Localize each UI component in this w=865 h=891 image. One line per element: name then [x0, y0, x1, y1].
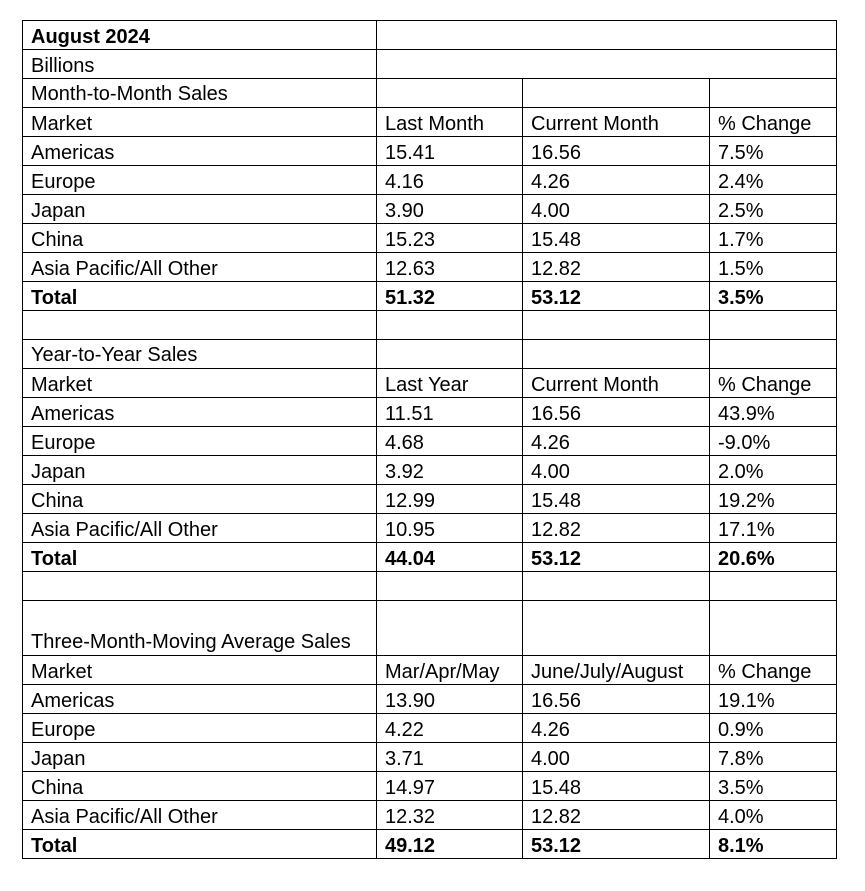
cell-market: China — [23, 772, 377, 801]
empty-cell — [523, 572, 710, 601]
cell-previous: 3.71 — [377, 743, 523, 772]
cell-market: Japan — [23, 743, 377, 772]
column-header-market: Market — [23, 656, 377, 685]
units-label: Billions — [23, 50, 377, 79]
empty-cell — [377, 340, 523, 369]
empty-cell — [523, 340, 710, 369]
cell-market: Japan — [23, 195, 377, 224]
table-row — [23, 772, 837, 801]
total-market: Total — [23, 282, 377, 311]
total-previous: 51.32 — [377, 282, 523, 311]
cell-market: Americas — [23, 137, 377, 166]
cell-previous: 4.16 — [377, 166, 523, 195]
empty-cell — [710, 572, 837, 601]
empty-cell — [523, 311, 710, 340]
table-row — [23, 253, 837, 282]
cell-market: Americas — [23, 685, 377, 714]
cell-current: 15.48 — [523, 772, 710, 801]
total-current: 53.12 — [523, 830, 710, 859]
column-header-row — [23, 108, 837, 137]
cell-change: 19.2% — [710, 485, 837, 514]
empty-cell — [377, 311, 523, 340]
cell-previous: 11.51 — [377, 398, 523, 427]
cell-previous: 3.90 — [377, 195, 523, 224]
empty-cell — [377, 572, 523, 601]
cell-change: 4.0% — [710, 801, 837, 830]
cell-market: Europe — [23, 166, 377, 195]
column-header-row — [23, 656, 837, 685]
table-row — [23, 685, 837, 714]
total-current: 53.12 — [523, 282, 710, 311]
section-heading-row — [23, 601, 837, 656]
cell-current: 4.26 — [523, 166, 710, 195]
cell-previous: 4.68 — [377, 427, 523, 456]
cell-previous: 3.92 — [377, 456, 523, 485]
cell-current: 4.00 — [523, 195, 710, 224]
cell-current: 15.48 — [523, 485, 710, 514]
report-title: August 2024 — [23, 21, 377, 50]
cell-market: Asia Pacific/All Other — [23, 514, 377, 543]
total-change: 8.1% — [710, 830, 837, 859]
sales-table — [22, 20, 837, 859]
cell-current: 16.56 — [523, 398, 710, 427]
empty-cell — [377, 601, 523, 656]
table-row — [23, 166, 837, 195]
cell-previous: 15.23 — [377, 224, 523, 253]
column-header-current: Current Month — [523, 369, 710, 398]
section-heading: Three-Month-Moving Average Sales — [23, 601, 377, 656]
cell-current: 4.26 — [523, 714, 710, 743]
cell-previous: 14.97 — [377, 772, 523, 801]
column-header-change: % Change — [710, 369, 837, 398]
section-heading: Month-to-Month Sales — [23, 79, 377, 108]
cell-previous: 12.63 — [377, 253, 523, 282]
units-row — [23, 50, 837, 79]
title-row — [23, 21, 837, 50]
spacer-row — [23, 311, 837, 340]
cell-market: Asia Pacific/All Other — [23, 253, 377, 282]
spacer-row — [23, 572, 837, 601]
cell-change: 0.9% — [710, 714, 837, 743]
table-row — [23, 456, 837, 485]
cell-change: 43.9% — [710, 398, 837, 427]
table-row — [23, 427, 837, 456]
cell-change: 2.4% — [710, 166, 837, 195]
empty-cell — [710, 601, 837, 656]
cell-change: 17.1% — [710, 514, 837, 543]
empty-cell — [377, 50, 837, 79]
total-change: 3.5% — [710, 282, 837, 311]
cell-previous: 10.95 — [377, 514, 523, 543]
table-row — [23, 485, 837, 514]
cell-previous: 12.32 — [377, 801, 523, 830]
empty-cell — [523, 79, 710, 108]
section-heading-row — [23, 79, 837, 108]
empty-cell — [710, 340, 837, 369]
empty-cell — [523, 601, 710, 656]
cell-change: 1.5% — [710, 253, 837, 282]
total-previous: 49.12 — [377, 830, 523, 859]
column-header-previous: Last Month — [377, 108, 523, 137]
empty-cell — [710, 79, 837, 108]
cell-previous: 4.22 — [377, 714, 523, 743]
total-market: Total — [23, 830, 377, 859]
cell-current: 15.48 — [523, 224, 710, 253]
cell-current: 12.82 — [523, 253, 710, 282]
total-change: 20.6% — [710, 543, 837, 572]
cell-current: 4.26 — [523, 427, 710, 456]
total-row — [23, 830, 837, 859]
column-header-market: Market — [23, 108, 377, 137]
column-header-row — [23, 369, 837, 398]
cell-market: Americas — [23, 398, 377, 427]
empty-cell — [23, 311, 377, 340]
cell-current: 12.82 — [523, 801, 710, 830]
table-row — [23, 137, 837, 166]
cell-change: 7.8% — [710, 743, 837, 772]
table-row — [23, 743, 837, 772]
total-row — [23, 282, 837, 311]
empty-cell — [377, 21, 837, 50]
cell-current: 16.56 — [523, 137, 710, 166]
cell-market: China — [23, 485, 377, 514]
cell-market: Europe — [23, 714, 377, 743]
cell-current: 4.00 — [523, 456, 710, 485]
cell-previous: 15.41 — [377, 137, 523, 166]
column-header-previous: Last Year — [377, 369, 523, 398]
cell-change: 1.7% — [710, 224, 837, 253]
column-header-current: Current Month — [523, 108, 710, 137]
table-row — [23, 714, 837, 743]
empty-cell — [710, 311, 837, 340]
section-heading-row — [23, 340, 837, 369]
column-header-previous: Mar/Apr/May — [377, 656, 523, 685]
column-header-current: June/July/August — [523, 656, 710, 685]
table-row — [23, 398, 837, 427]
cell-market: Asia Pacific/All Other — [23, 801, 377, 830]
table-row — [23, 801, 837, 830]
column-header-change: % Change — [710, 656, 837, 685]
total-row — [23, 543, 837, 572]
cell-market: China — [23, 224, 377, 253]
column-header-change: % Change — [710, 108, 837, 137]
cell-change: -9.0% — [710, 427, 837, 456]
cell-previous: 13.90 — [377, 685, 523, 714]
cell-change: 7.5% — [710, 137, 837, 166]
table-row — [23, 224, 837, 253]
total-current: 53.12 — [523, 543, 710, 572]
total-market: Total — [23, 543, 377, 572]
total-previous: 44.04 — [377, 543, 523, 572]
empty-cell — [377, 79, 523, 108]
cell-change: 2.5% — [710, 195, 837, 224]
cell-change: 19.1% — [710, 685, 837, 714]
column-header-market: Market — [23, 369, 377, 398]
cell-current: 12.82 — [523, 514, 710, 543]
table-row — [23, 514, 837, 543]
cell-previous: 12.99 — [377, 485, 523, 514]
cell-change: 2.0% — [710, 456, 837, 485]
cell-current: 4.00 — [523, 743, 710, 772]
cell-market: Japan — [23, 456, 377, 485]
empty-cell — [23, 572, 377, 601]
cell-change: 3.5% — [710, 772, 837, 801]
table-row — [23, 195, 837, 224]
section-heading: Year-to-Year Sales — [23, 340, 377, 369]
cell-current: 16.56 — [523, 685, 710, 714]
cell-market: Europe — [23, 427, 377, 456]
